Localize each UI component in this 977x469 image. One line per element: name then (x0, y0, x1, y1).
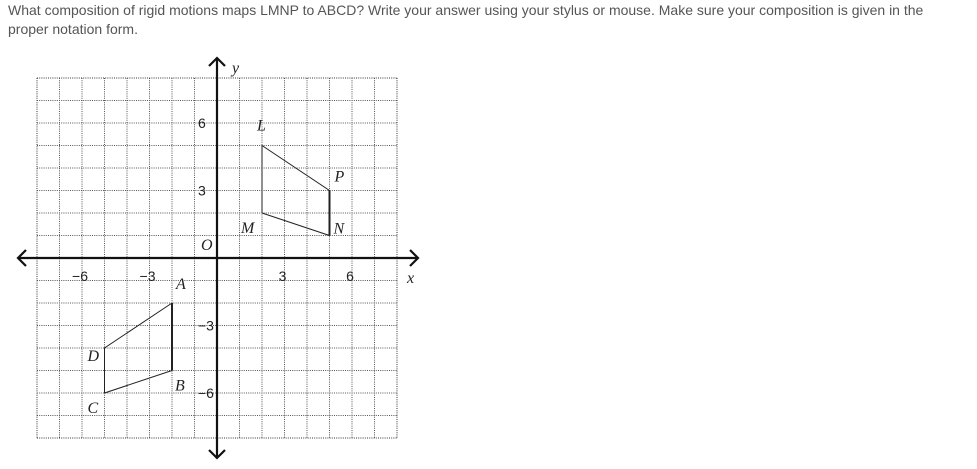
y-tick-label: 3 (198, 182, 206, 199)
vertex-label-d: D (87, 348, 100, 365)
x-tick-label: 3 (278, 268, 287, 284)
y-tick-label: −6 (198, 385, 214, 401)
x-tick-label: 6 (346, 268, 354, 284)
y-axis-label: y (232, 60, 240, 77)
question-text: What composition of rigid motions maps LMNP to ABCD? Write your answer using your stylus or mouse. Make sure your composition is given in the proper notation form. (8, 2, 924, 37)
vertex-label-c: C (87, 400, 99, 417)
x-axis-label: x (407, 270, 415, 287)
vertex-label-l: L (257, 117, 266, 135)
y-tick-label: 6 (198, 115, 206, 131)
origin-label: O (201, 237, 213, 254)
vertex-label-p: P (334, 168, 345, 186)
vertex-label-b: B (175, 377, 185, 395)
x-tick-label: −3 (139, 268, 156, 284)
x-tick-label: −6 (72, 268, 88, 284)
vertex-label-a: A (176, 276, 186, 293)
vertex-label-m: M (241, 220, 255, 237)
vertex-label-n: N (333, 220, 345, 238)
labels (87, 60, 415, 417)
y-tick-label: −3 (198, 317, 214, 334)
axes (18, 58, 418, 458)
